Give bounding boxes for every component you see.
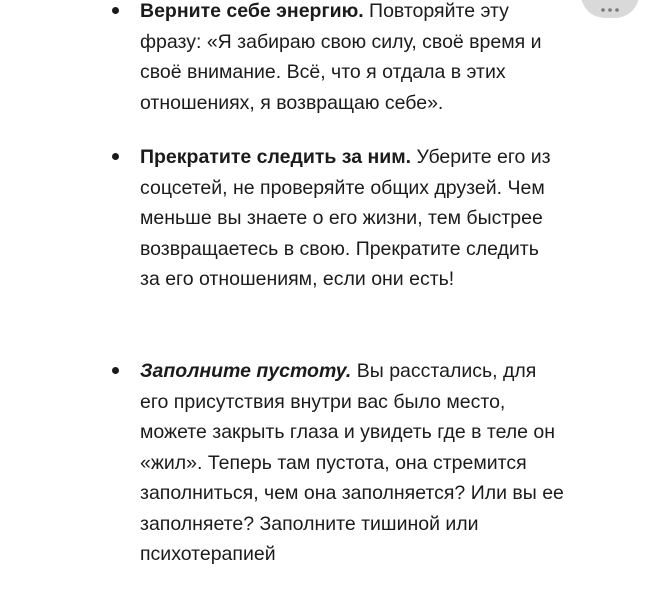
bullet-body-3: Вы расстались, для его присутствия внутри вас было место, можете закрыть глаза и увидеть где в теле он «жил». Теперь там пустота, она стремится заполниться, чем она заполняется? Или вы ее заполняете? Заполните тишиной или психотерапией: [140, 360, 564, 565]
bullet-paragraph-3: [112, 356, 564, 570]
list-item: [112, 142, 564, 295]
paragraph-text: [140, 142, 564, 295]
paragraph-text: [140, 356, 564, 570]
bullet-lead-3: Заполните пустоту.: [140, 360, 352, 382]
more-options-button[interactable]: [581, 0, 639, 18]
bullet-body-1: Повторяйте эту фразу: «Я забираю свою силу, своё время и своё внимание. Всё, что я отдала в этих отношениях, я возвращаю себе».: [140, 0, 542, 114]
more-options-icon: [600, 6, 620, 14]
bullet-paragraph-1: [112, 0, 564, 118]
list-item: [112, 356, 564, 570]
bullet-lead-2: Прекратите следить за ним.: [140, 146, 412, 168]
list-item: [112, 0, 564, 118]
bullet-lead-1: Верните себе энергию.: [140, 0, 364, 22]
paragraph-text: [140, 0, 564, 118]
bullet-body-2: Уберите его из соцсетей, не проверяйте общих друзей. Чем меньше вы знаете о его жизни, тем быстрее возвращаетесь в свою. Прекратите следить за его отношениям, если они есть!: [140, 146, 551, 290]
bullet-paragraph-2: [112, 142, 564, 295]
